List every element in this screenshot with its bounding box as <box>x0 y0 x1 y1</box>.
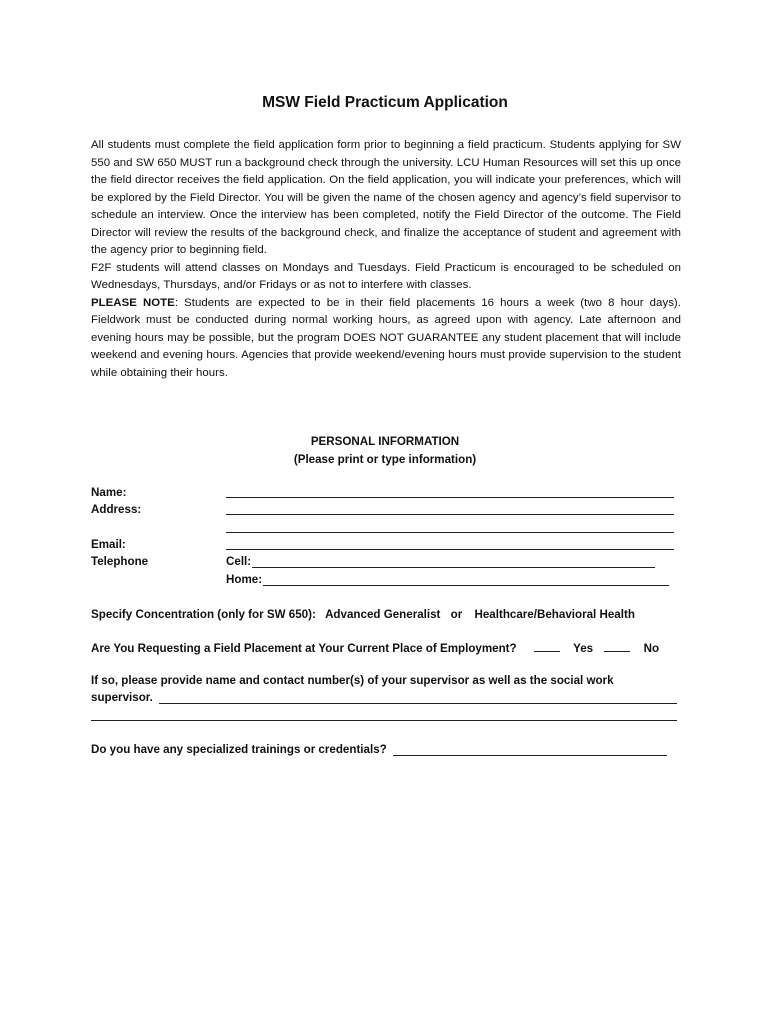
section-title: PERSONAL INFORMATION <box>310 435 460 448</box>
name-label: Name: <box>91 486 127 499</box>
home-row <box>226 573 669 586</box>
intro-paragraph-1: All students must complete the field application form prior to beginning a field practicum. Students applying for SW 550 and SW 650 MUST run a background check through the university. LCU Human Resources will set this up once the field director receives the field application. On the field application, you will indicate your preferences, which will be explored by the Field Director. You will be given the name of the chosen agency and agency’s field supervisor to schedule an interview. Once the interview has been completed, notify the Field Director of the outcome. The Field Director will review the results of the background check, and finalize the acceptance of student and agreement with the agency prior to beginning field. <box>91 139 681 256</box>
intro-text <box>91 137 681 382</box>
intro-note <box>91 295 681 383</box>
address-label: Address: <box>91 503 142 516</box>
placement-no-label: No <box>643 642 660 655</box>
email-label: Email: <box>91 538 126 551</box>
cell-label: Cell: <box>226 555 252 568</box>
concentration-option-healthcare[interactable]: Healthcare/Behavioral Health <box>474 608 635 621</box>
page-title: MSW Field Practicum Application <box>262 94 508 111</box>
note-text: : Students are expected to be in their field placements 16 hours a week (two 8 hour days). Fieldwork must be conducted during normal working hours, as agreed upon with agency. Late afternoon and evening hours may be possible, but the program DOES NOT GUARANTEE any student placement that will include weekend and evening hours. Agencies that provide weekend/evening hours must provide supervision to the student while obtaining their hours. <box>91 296 681 379</box>
trainings-field[interactable] <box>393 744 667 756</box>
email-field[interactable] <box>226 549 674 550</box>
concentration-or: or <box>450 608 463 621</box>
concentration-question: Specify Concentration (only for SW 650): <box>91 608 316 621</box>
supervisor-question-line-2: supervisor. <box>91 691 153 704</box>
cell-row <box>226 555 655 568</box>
name-field[interactable] <box>226 497 674 498</box>
concentration-option-generalist[interactable]: Advanced Generalist <box>325 608 441 621</box>
home-label: Home: <box>226 573 263 586</box>
placement-yes-label: Yes <box>573 642 594 655</box>
telephone-label: Telephone <box>91 555 149 568</box>
placement-yes-blank[interactable] <box>534 641 560 652</box>
placement-no-blank[interactable] <box>604 641 630 652</box>
concentration-row <box>91 608 635 621</box>
cell-field[interactable] <box>252 556 655 568</box>
supervisor-field[interactable] <box>159 692 677 704</box>
note-label: PLEASE NOTE <box>91 296 175 309</box>
placement-question: Are You Requesting a Field Placement at Your Current Place of Employment? <box>91 642 517 655</box>
address-field-line-1[interactable] <box>226 514 674 515</box>
trainings-question: Do you have any specialized trainings or credentials? <box>91 743 387 756</box>
placement-row <box>91 641 659 655</box>
section-subtitle: (Please print or type information) <box>293 453 477 466</box>
address-field-line-2[interactable] <box>226 532 674 533</box>
supervisor-row <box>91 691 677 704</box>
supervisor-question-line-1: If so, please provide name and contact number(s) of your supervisor as well as the social work <box>91 674 614 687</box>
personal-info-heading <box>0 433 770 469</box>
supervisor-field-line-2[interactable] <box>91 720 677 721</box>
intro-paragraph-2: F2F students will attend classes on Mondays and Tuesdays. Field Practicum is encouraged to be scheduled on Wednesdays, Thursdays, and/or Fridays or as not to interfere with classes. <box>91 261 681 291</box>
trainings-row <box>91 743 667 756</box>
home-field[interactable] <box>263 574 669 586</box>
